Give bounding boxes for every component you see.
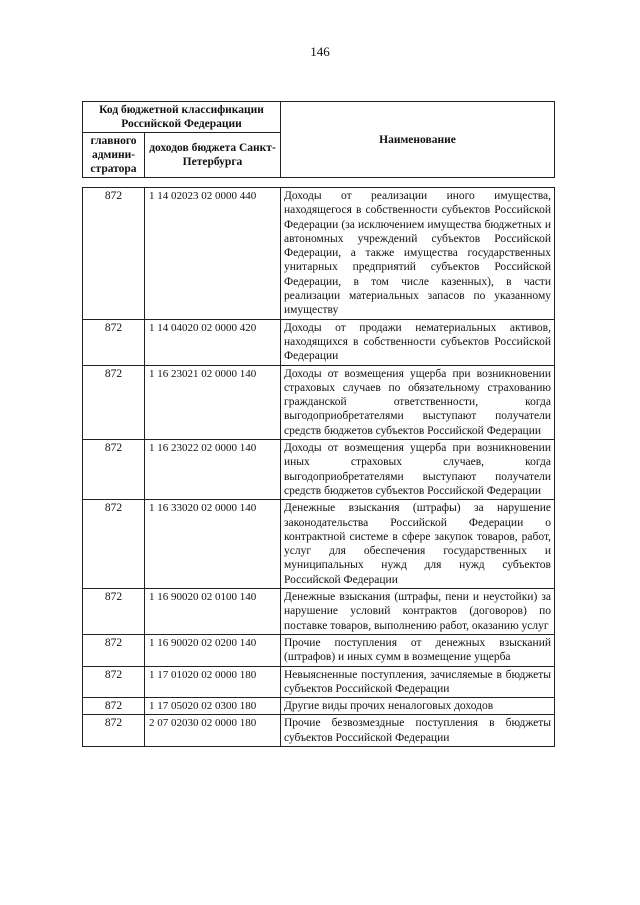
header-income: доходов бюджета Санкт-Петербурга: [145, 133, 281, 178]
admin-code-cell: 872: [83, 666, 145, 698]
description-cell: Прочие безвозмездные поступления в бюджеты субъектов Российской Федерации: [281, 715, 555, 747]
description-cell: Доходы от возмещения ущерба при возникновении иных страховых случаев, когда выгодоприобретателями выступают получатели средств бюджетов субъектов Российской Федерации: [281, 440, 555, 500]
budget-codes-table: [82, 187, 555, 747]
admin-code-cell: 872: [83, 440, 145, 500]
income-code-cell: 1 14 04020 02 0000 420: [145, 319, 281, 365]
income-code-cell: 1 16 90020 02 0200 140: [145, 634, 281, 666]
income-code-cell: 1 17 05020 02 0300 180: [145, 698, 281, 715]
description-cell: Доходы от реализации иного имущества, находящегося в собственности субъектов Российской Федерации (за исключением имущества бюджетных и автономных учреждений субъектов Российской Федерации, а также имущества государственных унитарных предприятий субъектов Российской Федерации, в том числе казенных), в части реализации материальных запасов по указанному имуществу: [281, 188, 555, 320]
income-code-cell: 1 16 33020 02 0000 140: [145, 500, 281, 589]
page-number: 146: [310, 44, 330, 59]
description-cell: Невыясненные поступления, зачисляемые в бюджеты субъектов Российской Федерации: [281, 666, 555, 698]
description-cell: Прочие поступления от денежных взысканий (штрафов) и иных сумм в возмещение ущерба: [281, 634, 555, 666]
income-code-cell: 1 14 02023 02 0000 440: [145, 188, 281, 320]
description-cell: Другие виды прочих неналоговых доходов: [281, 698, 555, 715]
header-code-group: Код бюджетной классификации Российской Федерации: [83, 102, 281, 133]
description-cell: Доходы от продажи нематериальных активов, находящихся в собственности субъектов Российской Федерации: [281, 319, 555, 365]
header-name: Наименование: [281, 102, 555, 178]
admin-code-cell: 872: [83, 188, 145, 320]
table-header: [82, 101, 555, 178]
admin-code-cell: 872: [83, 698, 145, 715]
description-cell: Доходы от возмещения ущерба при возникновении страховых случаев по обязательному страхованию гражданской ответственности, когда выгодоприобретателями выступают получатели средств бюджетов субъектов Российской Федерации: [281, 365, 555, 439]
income-code-cell: 1 17 01020 02 0000 180: [145, 666, 281, 698]
income-code-cell: 1 16 23022 02 0000 140: [145, 440, 281, 500]
admin-code-cell: 872: [83, 715, 145, 747]
table-row: [83, 715, 555, 747]
description-cell: Денежные взыскания (штрафы) за нарушение законодательства Российской Федерации о контрактной системе в сфере закупок товаров, работ, услуг для обеспечения государственных и муниципальных нужд для нужд субъектов Российской Федерации: [281, 500, 555, 589]
table-row: [83, 666, 555, 698]
income-code-cell: 2 07 02030 02 0000 180: [145, 715, 281, 747]
income-code-cell: 1 16 23021 02 0000 140: [145, 365, 281, 439]
admin-code-cell: 872: [83, 634, 145, 666]
table-row: [83, 634, 555, 666]
income-code-cell: 1 16 90020 02 0100 140: [145, 589, 281, 635]
table-row: [83, 698, 555, 715]
table-row: [83, 589, 555, 635]
admin-code-cell: 872: [83, 365, 145, 439]
admin-code-cell: 872: [83, 500, 145, 589]
description-cell: Денежные взыскания (штрафы, пени и неустойки) за нарушение условий контрактов (договоров) по поставке товаров, выполнению работ, оказанию услуг: [281, 589, 555, 635]
table-row: [83, 500, 555, 589]
table-body: [83, 188, 555, 747]
admin-code-cell: 872: [83, 589, 145, 635]
header-admin: главного админи-стратора: [83, 133, 145, 178]
table-row: [83, 440, 555, 500]
admin-code-cell: 872: [83, 319, 145, 365]
table-row: [83, 188, 555, 320]
table-row: [83, 365, 555, 439]
table-row: [83, 319, 555, 365]
